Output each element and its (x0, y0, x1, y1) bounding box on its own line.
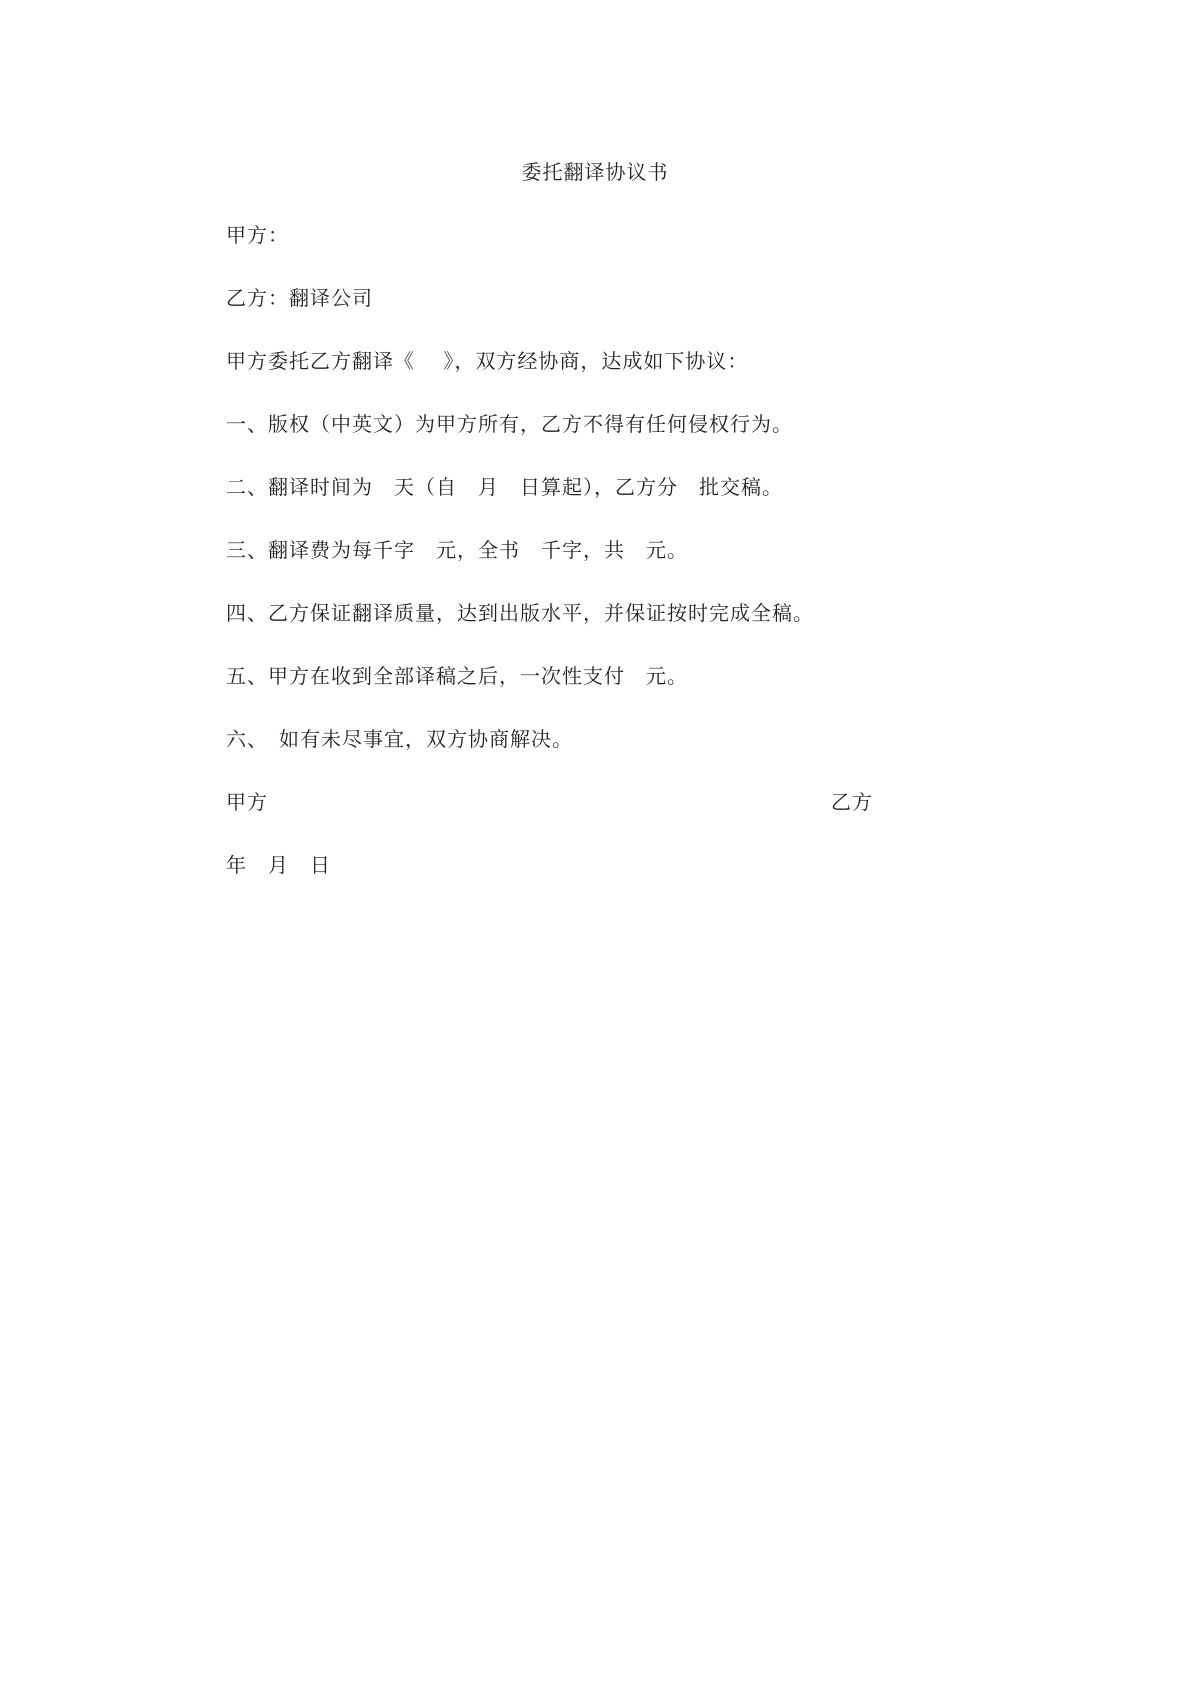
agreement-intro: 甲方委托乙方翻译《 》，双方经协商，达成如下协议： (226, 349, 749, 373)
party-a-line: 甲方： (226, 223, 289, 247)
clause-3: 三、翻译费为每千字 元，全书 千字，共 元。 (226, 538, 688, 562)
clause-5: 五、甲方在收到全部译稿之后，一次性支付 元。 (226, 664, 688, 688)
signature-party-a: 甲方 (226, 790, 268, 814)
date-line: 年 月 日 (226, 853, 331, 877)
signature-party-b: 乙方 (831, 790, 873, 814)
clause-2: 二、翻译时间为 天（自 月 日算起），乙方分 批交稿。 (226, 475, 783, 499)
party-b-line: 乙方：翻译公司 (226, 286, 373, 310)
document-title: 委托翻译协议书 (521, 160, 669, 184)
clause-4: 四、乙方保证翻译质量，达到出版水平，并保证按时完成全稿。 (226, 601, 814, 625)
clause-6: 六、 如有未尽事宜，双方协商解决。 (226, 727, 573, 751)
clause-1: 一、版权（中英文）为甲方所有，乙方不得有任何侵权行为。 (226, 412, 793, 436)
